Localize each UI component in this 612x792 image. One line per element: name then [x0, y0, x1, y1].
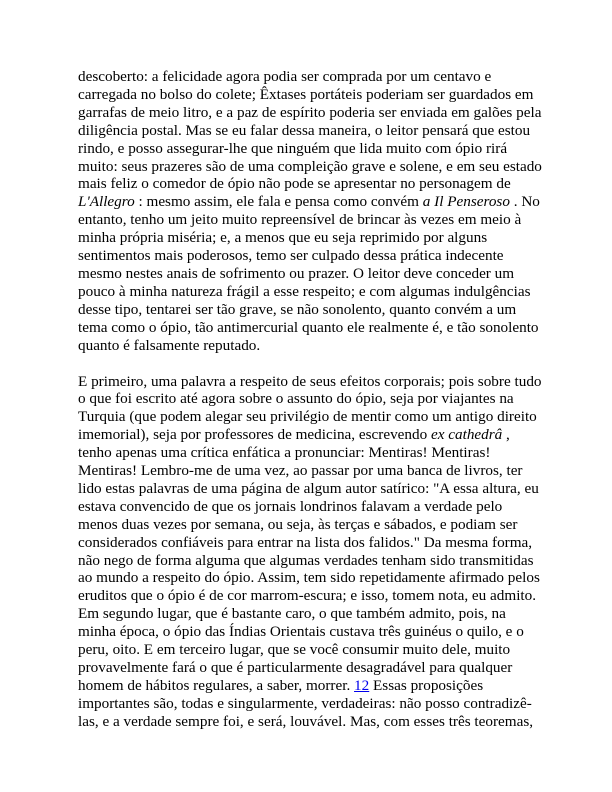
- footnote-link[interactable]: 12: [354, 676, 370, 694]
- paragraph-text: E primeiro, uma palavra a respeito de seus efeitos corporais; pois sobre tudo o que foi escrito até agora sobre o assunto do ópio, seja por viajantes na Turquia (que podem alegar seu privilégio de mentir como um antigo direito imemorial), seja por professores de medicina, escrevendo: [78, 372, 542, 444]
- paragraph-text: : mesmo assim, ele fala e pensa como convém: [134, 193, 423, 211]
- paragraph-text: descoberto: a felicidade agora podia ser comprada por um centavo e carregada no bolso do colete; Êxtases portáteis poderiam ser guardados em garrafas de meio litro, e a paz de espírito poderia ser enviada em galões pela diligência postal. Mas se eu falar dessa maneira, o leitor pensará que estou rindo, e posso assegurar-lhe que ninguém que lida muito com ópio rirá muito: seus prazeres são de uma compleição grave e solene, e em seu estado mais feliz o comedor de ópio não pode se apresentar no personagem de: [78, 68, 542, 193]
- italic-title: a Il Penseroso: [422, 193, 510, 211]
- paragraph-text: . No entanto, tenho um jeito muito repreensível de brincar às vezes em meio à minha própria miséria; e, a menos que eu seja reprimido por alguns sentimentos mais poderosos, temo ser culpado dessa prática indecente mesmo nestes anais de sofrimento ou prazer. O leitor deve conceder um pouco à minha natureza frágil a esse respeito; e com algumas indulgências desse tipo, tentarei ser tão grave, se não sonolento, quanto convém a um tema como o ópio, tão antimercurial quanto ele realmente é, e tão sonolento quanto é falsamente reputado.: [78, 193, 540, 354]
- document-page: [78, 68, 544, 749]
- paragraph: [78, 373, 544, 731]
- italic-phrase: ex cathedrâ: [430, 426, 503, 444]
- paragraph: [78, 68, 544, 355]
- paragraph-text: , tenho apenas uma crítica enfática a pronunciar: Mentiras! Mentiras! Mentiras! Lembro-me de uma vez, ao passar por uma banca de livros, ter lido estas palavras de uma página de algum autor satírico: "A essa altura, eu estava convencido de que os jornais londrinos falavam a verdade pelo menos duas vezes por semana, ou seja, às terças e sábados, e podiam ser considerados confiáveis para entrar na lista dos falidos." Da mesma forma, não nego de forma alguma que algumas verdades tenham sido transmitidas ao mundo a respeito do ópio. Assim, tem sido repetidamente afirmado pelos eruditos que o ópio é de cor marrom-escura; e isso, tomem nota, eu admito. Em segundo lugar, que é bastante caro, o que também admito, pois, na minha época, o ópio das Índias Orientais custava três guinéus o quilo, e o peru, oito. E em terceiro lugar, que se você consumir muito dele, muito provavelmente fará o que é particularmente desagradável para qualquer homem de hábitos regulares, a saber, morrer.: [78, 426, 540, 694]
- paragraph-text: Essas proposições importantes são, todas e singularmente, verdadeiras: não posso contradizê-las, e a verdade sempre foi, e será, louvável. Mas, com esses três teoremas,: [78, 676, 534, 730]
- italic-title: L'Allegro: [78, 193, 135, 211]
